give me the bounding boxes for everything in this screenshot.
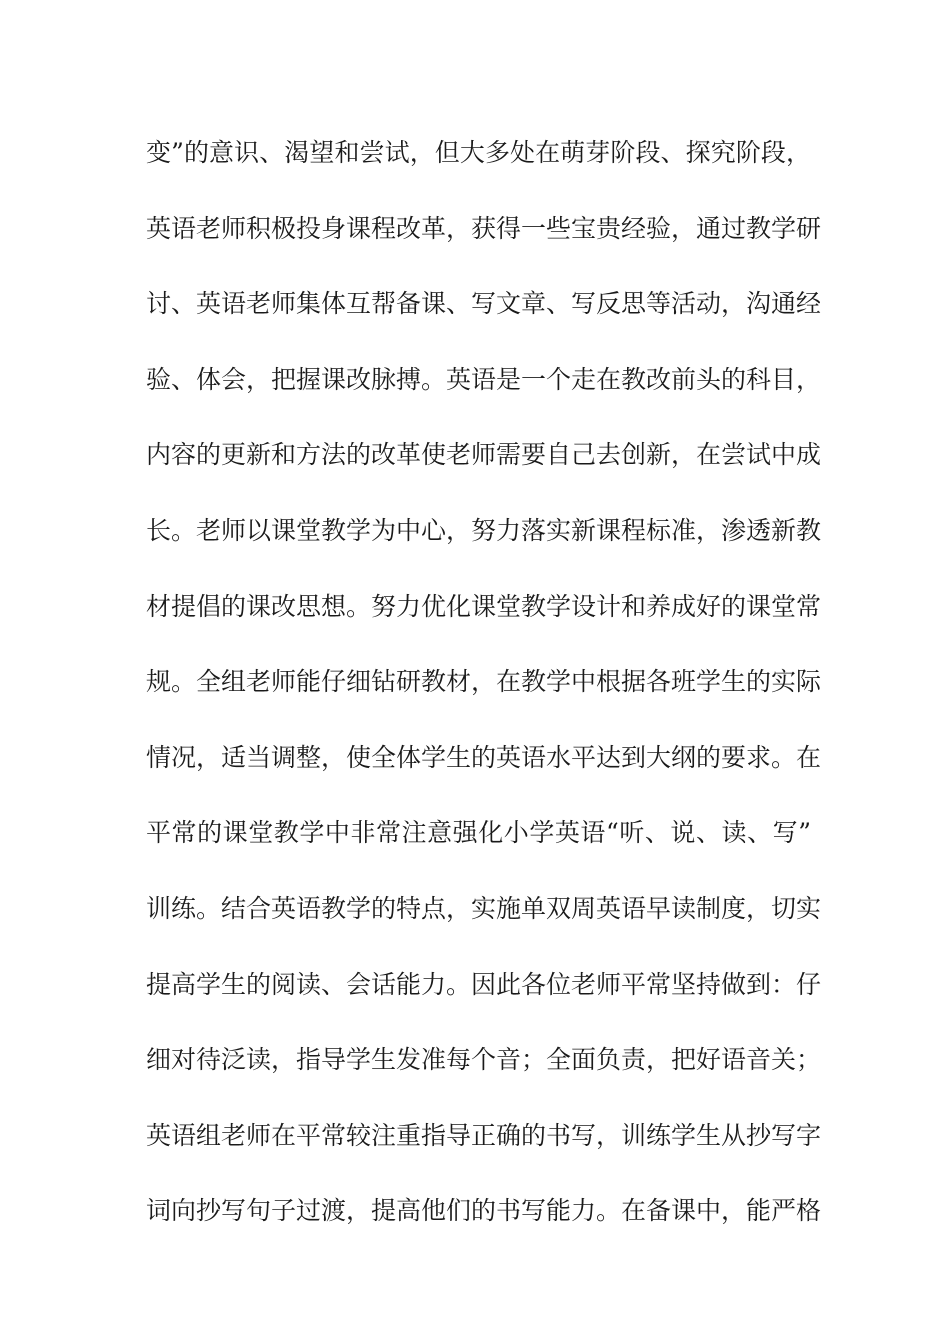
text-line: 训练。结合英语教学的特点，实施单双周英语早读制度，切实 [146, 893, 822, 923]
text-line: 英语组老师在平常较注重指导正确的书写，训练学生从抄写字 [146, 1120, 822, 1150]
text-line: 讨、英语老师集体互帮备课、写文章、写反思等活动，沟通经 [146, 289, 822, 319]
text-line: 变”的意识、渴望和尝试，但大多处在萌芽阶段、探究阶段， [146, 138, 811, 167]
text-line: 内容的更新和方法的改革使老师需要自己去创新，在尝试中成 [146, 440, 822, 470]
text-line: 材提倡的课改思想。努力优化课堂教学设计和养成好的课堂常 [146, 591, 822, 621]
text-line: 平常的课堂教学中非常注意强化小学英语“听、说、读、写” [146, 818, 811, 848]
text-line: 词向抄写句子过渡，提高他们的书写能力。在备课中，能严格 [146, 1196, 822, 1226]
text-line: 验、体会，把握课改脉搏。英语是一个走在教改前头的科目， [146, 364, 822, 394]
text-line: 英语老师积极投身课程改革，获得一些宝贵经验，通过教学研 [146, 213, 822, 243]
text-line: 细对待泛读，指导学生发准每个音；全面负责，把好语音关； [146, 1045, 822, 1075]
text-line: 规。全组老师能仔细钻研教材，在教学中根据各班学生的实际 [146, 667, 822, 697]
text-line: 情况，适当调整，使全体学生的英语水平达到大纲的要求。在 [146, 742, 822, 772]
body-text [146, 133, 822, 1267]
text-line: 长。老师以课堂教学为中心，努力落实新课程标准，渗透新教 [146, 515, 822, 545]
text-line: 提高学生的阅读、会话能力。因此各位老师平常坚持做到：仔 [146, 969, 822, 999]
